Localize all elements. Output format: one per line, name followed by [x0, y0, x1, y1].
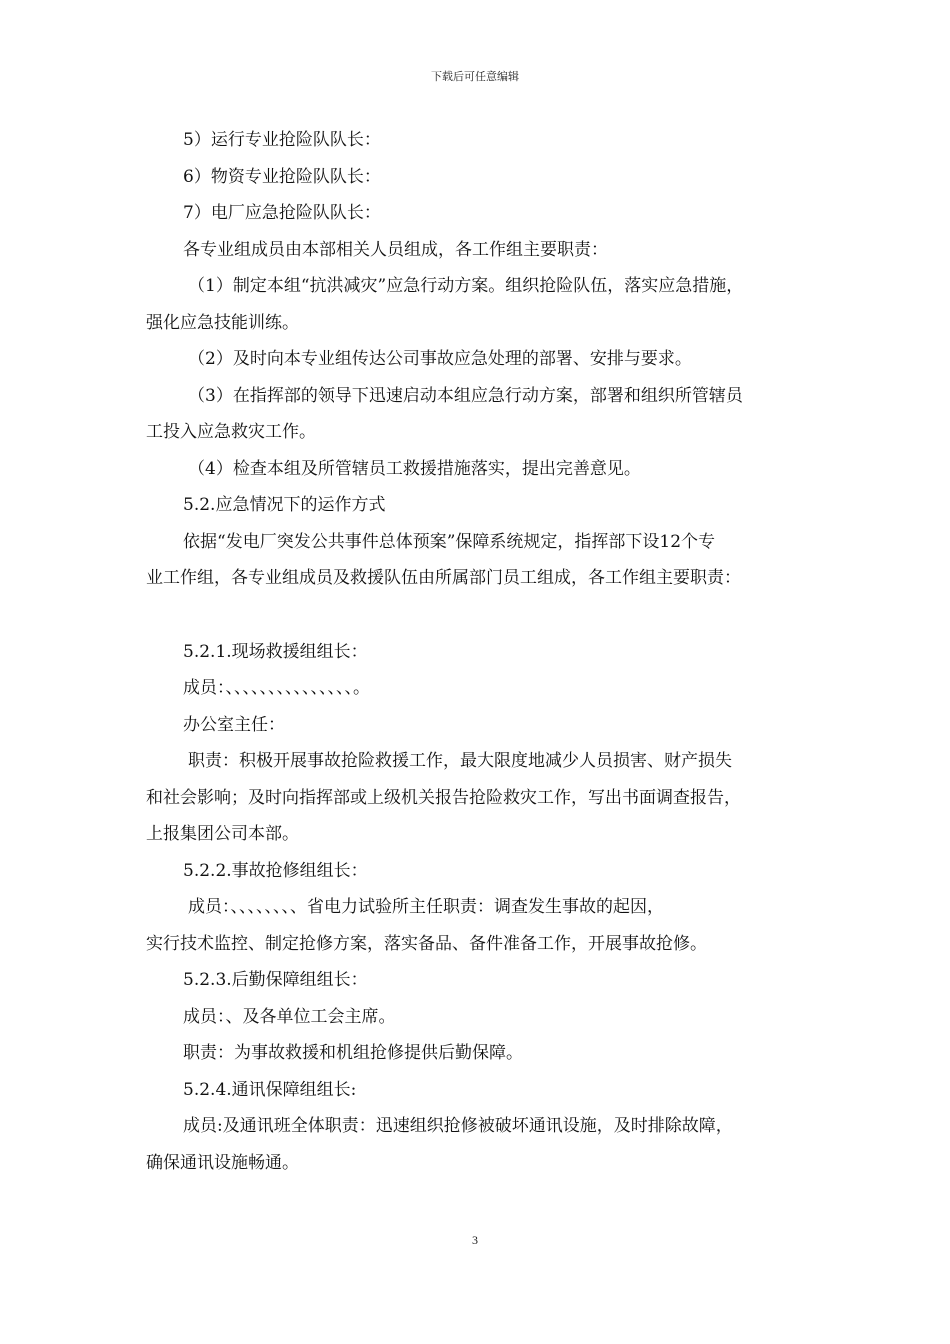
paragraph-line: 6）物资专业抢险队队长：: [183, 166, 381, 187]
page-number: 3: [472, 1233, 478, 1247]
paragraph-line: 办公室主任：: [183, 714, 285, 735]
paragraph-line: 依据“发电厂突发公共事件总体预案”保障系统规定，指挥部下设12个专: [183, 531, 716, 552]
paragraph-line: 7）电厂应急抢险队队长：: [183, 203, 381, 223]
page-header: 下载后可任意编辑: [431, 70, 519, 83]
paragraph-line: 成员：、、、、、、、、省电力试验所主任职责：调查发生事故的起因，: [188, 897, 664, 917]
paragraph-line: 成员：、、、、、、、、、、、、、、、。: [183, 678, 370, 698]
paragraph-line: 强化应急技能训练。: [146, 312, 299, 333]
paragraph-line: 工投入应急救灾工作。: [146, 422, 316, 442]
paragraph-line: （1）制定本组“抗洪减灾”应急行动方案。组织抢险队伍，落实应急措施，: [188, 276, 744, 296]
section-heading: 5.2.4.通讯保障组组长:: [183, 1079, 357, 1100]
document-body: [146, 122, 822, 1181]
paragraph-line: 业工作组，各专业组成员及救援队伍由所属部门员工组成，各工作组主要职责：: [146, 568, 741, 588]
paragraph-line: 各专业组成员由本部相关人员组成，各工作组主要职责：: [183, 239, 608, 260]
section-heading: 5.2.3.后勤保障组组长：: [183, 970, 368, 990]
paragraph-line: （2）及时向本专业组传达公司事故应急处理的部署、安排与要求。: [188, 349, 692, 369]
paragraph-line: 5）运行专业抢险队队长：: [183, 130, 381, 150]
paragraph-line: （3）在指挥部的领导下迅速启动本组应急行动方案，部署和组织所管辖员: [188, 385, 743, 406]
paragraph-line: 职责：积极开展事故抢险救援工作，最大限度地减少人员损害、财产损失: [188, 751, 732, 771]
paragraph-line: 成员：、及各单位工会主席。: [183, 1006, 396, 1027]
section-heading: 5.2.1.现场救援组组长：: [183, 641, 368, 662]
paragraph-line: 确保通讯设施畅通。: [146, 1152, 299, 1173]
blank-line: [146, 597, 822, 634]
paragraph-line: 和社会影响；及时向指挥部或上级机关报告抢险救灾工作，写出书面调查报告，: [146, 787, 741, 808]
paragraph-line: 职责：为事故救援和机组抢修提供后勤保障。: [183, 1043, 523, 1063]
section-heading: 5.2.2.事故抢修组组长：: [183, 860, 368, 881]
paragraph-line: 成员:及通讯班全体职责：迅速组织抢修被破坏通讯设施，及时排除故障，: [183, 1116, 733, 1136]
paragraph-line: 实行技术监控、制定抢修方案，落实备品、备件准备工作，开展事故抢修。: [146, 933, 707, 954]
section-heading: 5.2.应急情况下的运作方式: [183, 495, 386, 515]
paragraph-line: 上报集团公司本部。: [146, 824, 299, 844]
paragraph-line: （4）检查本组及所管辖员工救援措施落实，提出完善意见。: [188, 458, 641, 479]
